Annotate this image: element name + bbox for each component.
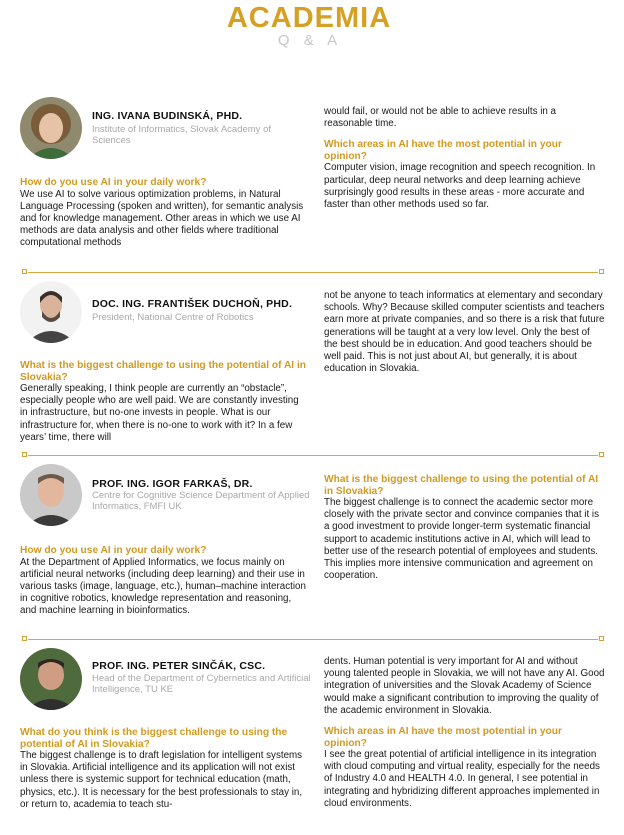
page-subtitle: Q & A — [277, 32, 343, 49]
section-divider — [22, 451, 604, 460]
portrait-photo — [20, 464, 82, 526]
portrait-photo — [20, 281, 82, 343]
answer-continued: dents. Human potential is very important for AI and without young talented people in Slovakia, we will not have any AI. Good integration of universities and the Slovak Academy of Science would make a significant contribution to improving the quality of the academic environment in Slovakia. — [324, 656, 605, 716]
interviewee-affiliation: Head of the Department of Cybernetics and Artificial Intelligence, TU KE — [92, 673, 311, 695]
question: What is the biggest challenge to using the potential of AI in Slovakia? — [324, 474, 599, 497]
answer: At the Department of Applied Informatics, we focus mainly on artificial neural networks (including deep learning) and their use in various tasks (image, language, etc.), human–machine interaction in cognitive robotics, knowledge representation and reasoning, and machine learning in bioinformatics. — [20, 556, 306, 617]
answer: Generally speaking, I think people are currently an “obstacle”, especially people who are well paid. We are constantly investing in infrastructure, but no-one invests in people. What is our infrastructure for, when there is no-one to work with it? In a few years’ time, there will — [20, 383, 299, 443]
page-header — [0, 2, 624, 48]
interviewee-affiliation: President, National Centre of Robotics — [92, 312, 254, 323]
answer: We use AI to solve various optimization problems, in Natural Language Processing (spoken and written), for semantic analysis and for knowledge management. Other areas in which we use AI methods are data analysis and other fields where traditional computational methods — [20, 188, 304, 249]
question: How do you use AI in your daily work? — [20, 545, 207, 556]
answer: Computer vision, image recognition and speech recognition. In particular, deep neural networks and deep learning achieve surprisingly good results in these areas - more accurate and faster than other methods used so far. — [324, 162, 596, 211]
interviewee-name: DOC. ING. FRANTIŠEK DUCHOŇ, PHD. — [92, 298, 293, 310]
answer-continued: not be anyone to teach informatics at elementary and secondary schools. Why? Because skilled computer scientists and teachers earn more at private companies, and so there is a risk that future generations will be taught at a very low level. Only the best of the best should be in education. And good teachers should be well paid. This is not just about AI, but generally, it is about education in Slovakia. — [324, 290, 605, 375]
answer: The biggest challenge is to draft legislation for intelligent systems in Slovakia. Artificial intelligence and its application will not exist unless there is systemic support for technical education (math, physics, etc.). It is necessary for the best professionals to stay in, or return to, academia to teach stu- — [20, 750, 303, 810]
interviewee-affiliation: Centre for Cognitive Science Department of Applied Informatics, FMFI UK — [92, 490, 310, 512]
answer-continued: would fail, or would not be able to achieve results in a reasonable time. — [324, 106, 556, 130]
portrait-photo — [20, 648, 82, 710]
question: How do you use AI in your daily work? — [20, 177, 207, 188]
section-divider — [22, 635, 604, 644]
question: What is the biggest challenge to using the potential of AI in Slovakia? — [20, 360, 307, 383]
interviewee-affiliation: Institute of Informatics, Slovak Academy of Sciences — [92, 124, 271, 146]
answer: I see the great potential of artificial intelligence in its integration with cloud computing and virtual reality, especially for the needs of Industry 4.0 and HEALTH 4.0. In general, I see potential in integrating and hybridizing different approaches implemented in cloud environments. — [324, 749, 600, 809]
portrait-photo — [20, 97, 82, 159]
question: What do you think is the biggest challenge to using the potential of AI in Slovakia? — [20, 727, 288, 750]
interviewee-name: PROF. ING. PETER SINČÁK, CSC. — [92, 660, 266, 672]
section-divider — [22, 268, 604, 277]
interviewee-name: ING. IVANA BUDINSKÁ, PHD. — [92, 110, 243, 122]
answer: The biggest challenge is to connect the academic sector more closely with the private sector and convince companies that it is a good investment to provide longer-term systematic financial support to academic institutions active in AI, which will lead to better use of the research potential of employees and students. This implies more intensive communication and agreement on cooperation. — [324, 497, 599, 582]
question: Which areas in AI have the most potential in your opinion? — [324, 726, 562, 749]
page-title: ACADEMIA — [226, 2, 392, 34]
question: Which areas in AI have the most potential in your opinion? — [324, 139, 562, 162]
interviewee-name: PROF. ING. IGOR FARKAŠ, DR. — [92, 478, 253, 490]
